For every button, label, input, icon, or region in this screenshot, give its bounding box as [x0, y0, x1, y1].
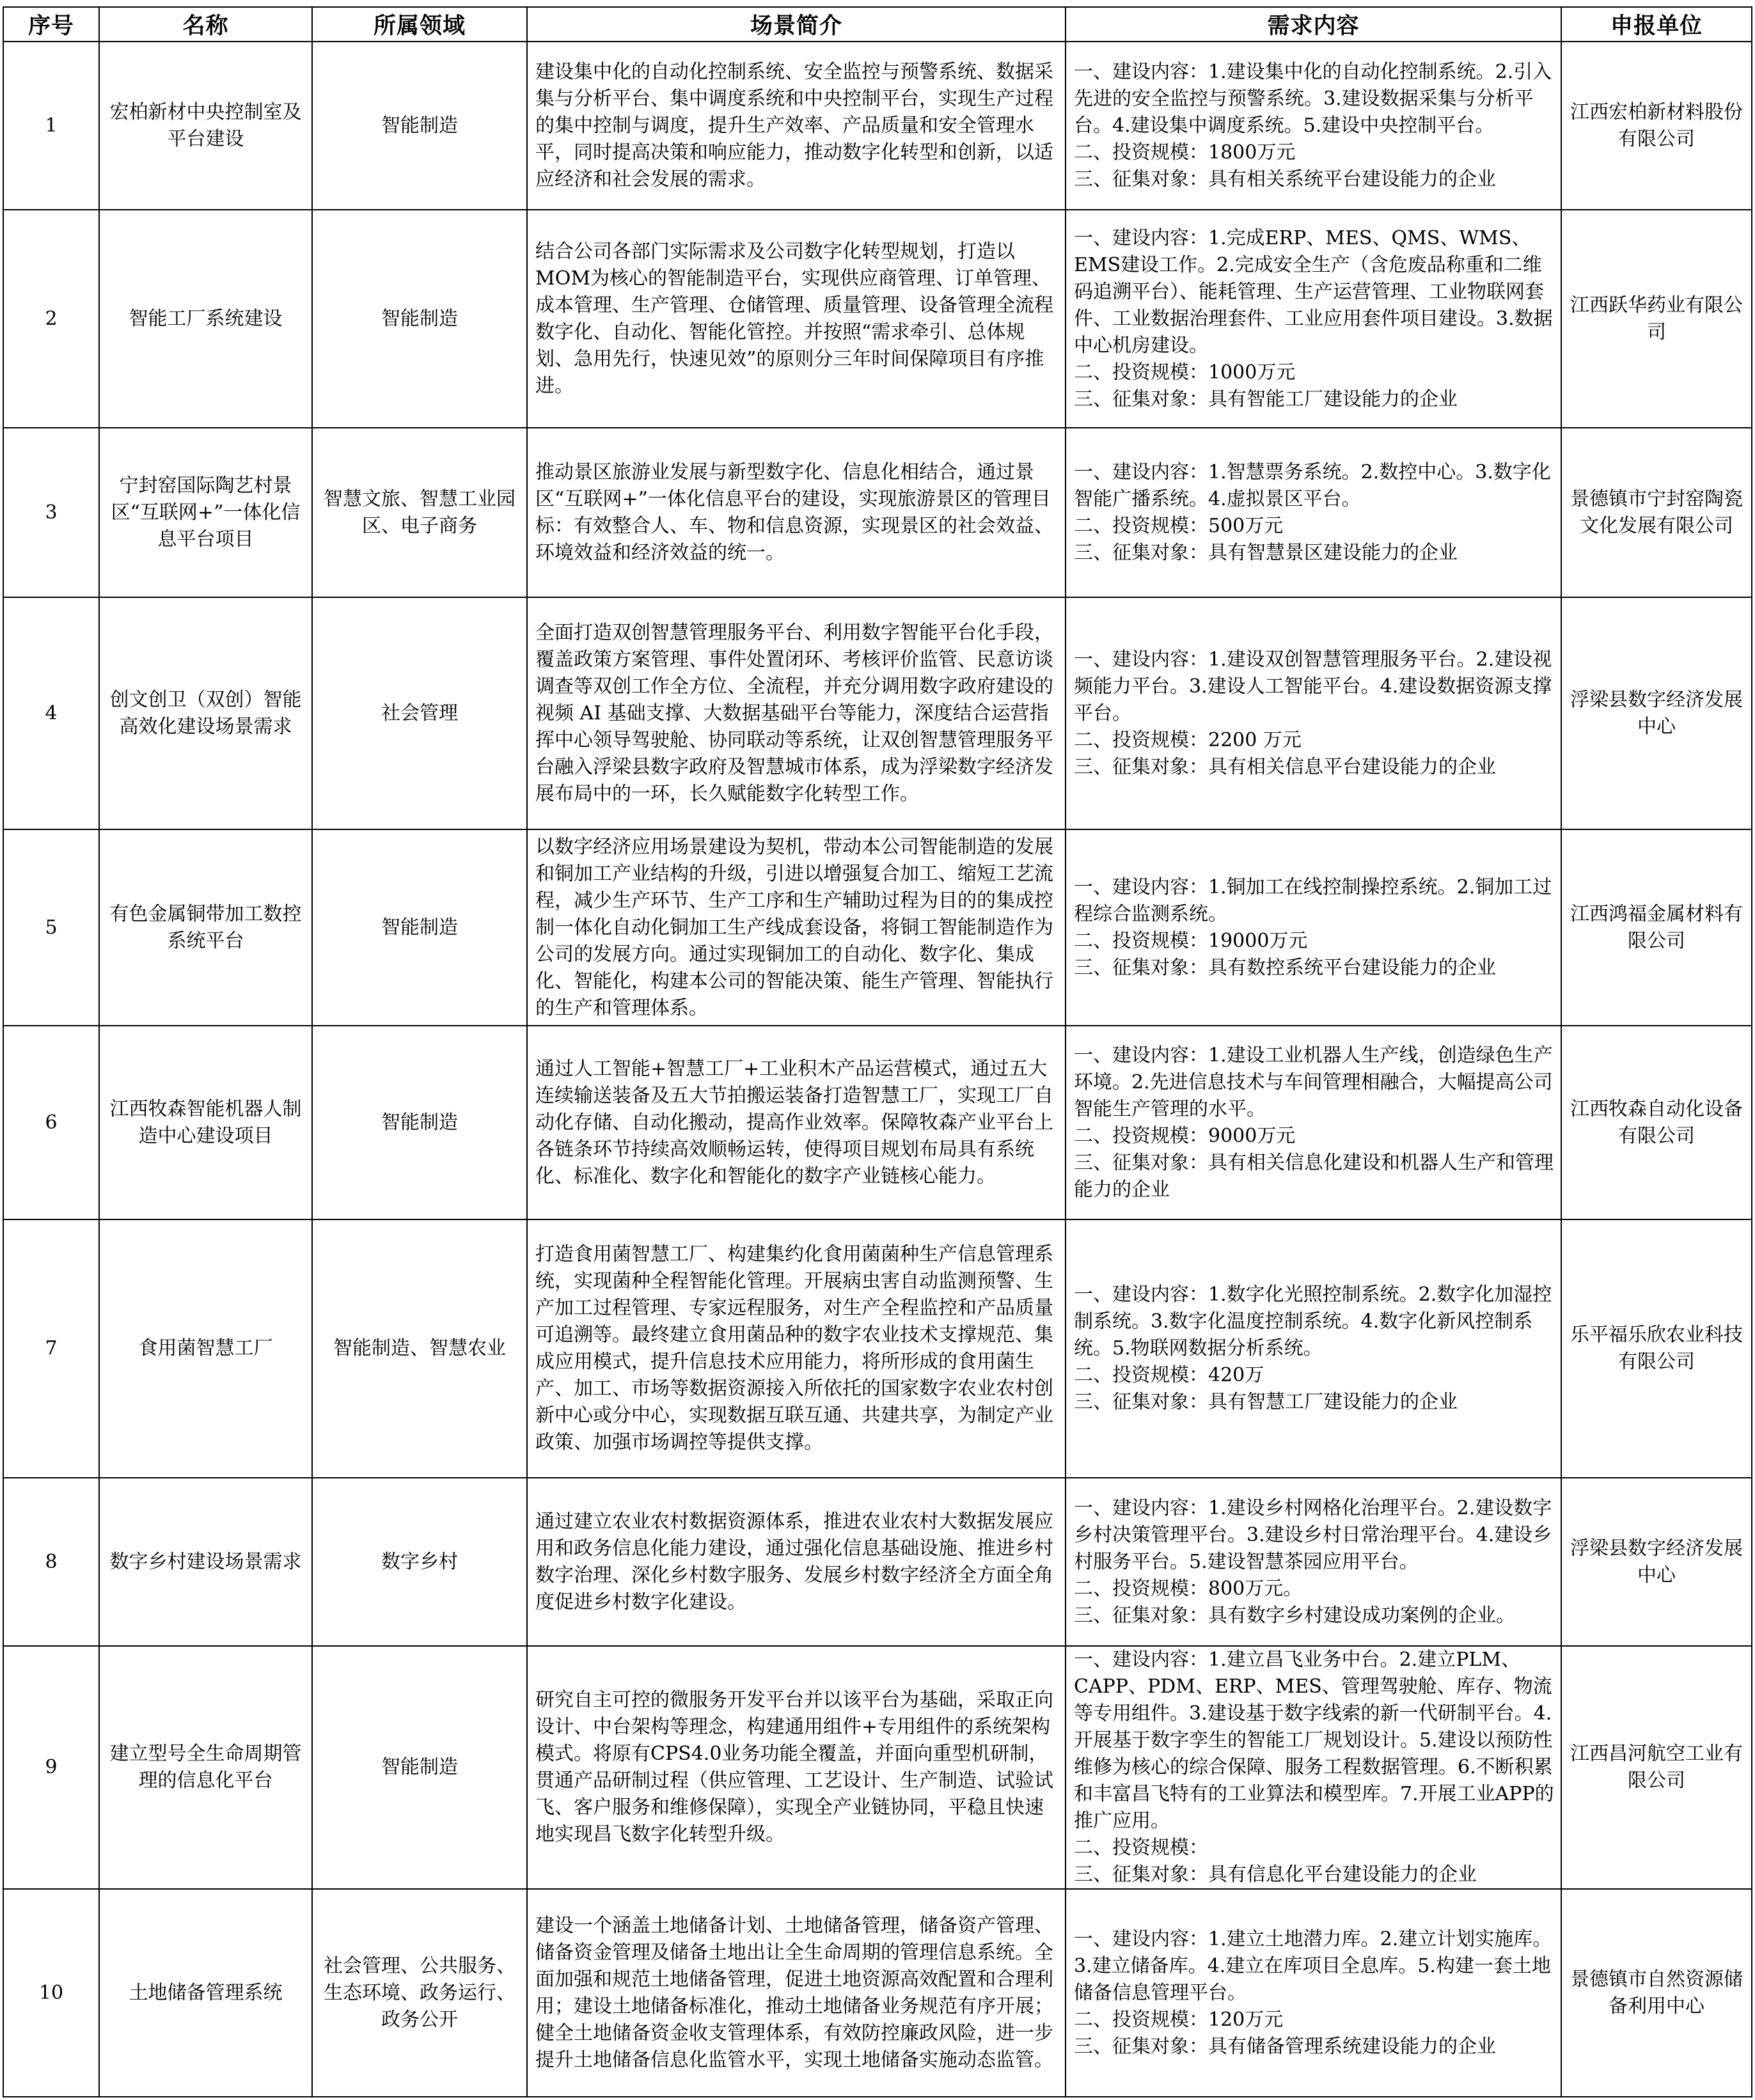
cell-name: 土地储备管理系统	[99, 1889, 312, 2097]
demand-target: 三、征集对象：具有数字乡村建设成功案例的企业。	[1074, 1604, 1515, 1627]
cell-name: 智能工厂系统建设	[99, 210, 312, 428]
demand-target: 三、征集对象：具有智能工厂建设能力的企业	[1074, 388, 1458, 411]
cell-demand	[1066, 1889, 1561, 2097]
header-intro: 场景简介	[527, 7, 1066, 42]
cell-demand	[1066, 829, 1561, 1026]
cell-no: 1	[3, 42, 99, 210]
scenario-demand-sheet	[3, 6, 1751, 2097]
demand-target: 三、征集对象：具有智慧景区建设能力的企业	[1074, 541, 1458, 564]
demand-investment: 二、投资规模：9000万元	[1074, 1124, 1296, 1147]
table-row	[3, 210, 1752, 428]
cell-intro: 建设集中化的自动化控制系统、安全监控与预警系统、数据采集与分析平台、集中调度系统和中央控制平台，实现生产过程的集中控制与调度，提升生产效率、产品质量和安全管理水平，同时提高决策和响应能力，推动数字化转型和创新，以适应经济和社会发展的需求。	[527, 42, 1066, 210]
cell-demand	[1066, 210, 1561, 428]
cell-name: 建立型号全生命周期管理的信息化平台	[99, 1646, 312, 1889]
demand-target: 三、征集对象：具有智慧工厂建设能力的企业	[1074, 1391, 1458, 1413]
cell-demand	[1066, 42, 1561, 210]
cell-field: 智慧文旅、智慧工业园区、电子商务	[312, 428, 527, 597]
demand-investment: 二、投资规模：2200 万元	[1074, 728, 1302, 751]
cell-no: 4	[3, 597, 99, 829]
cell-unit: 江西昌河航空工业有限公司	[1561, 1646, 1752, 1889]
cell-name: 数字乡村建设场景需求	[99, 1478, 312, 1646]
cell-intro: 打造食用菌智慧工厂、构建集约化食用菌菌种生产信息管理系统，实现菌种全程智能化管理。开展病虫害自动监测预警、生产加工过程管理、专家远程服务，对生产全程监控和产品质量可追溯等。最终建立食用菌品种的数字农业技术支撑规范、集成应用模式，提升信息技术应用能力，将所形成的食用菌生产、加工、市场等数据资源接入所依托的国家数字农业农村创新中心或分中心，实现数据互联互通、共建共享，为制定产业政策、加强市场调控等提供支撑。	[527, 1219, 1066, 1478]
demand-investment: 二、投资规模：120万元	[1074, 2008, 1284, 2031]
table-row	[3, 597, 1752, 829]
demand-target: 三、征集对象：具有相关信息化建设和机器人生产和管理能力的企业	[1074, 1151, 1554, 1201]
cell-unit: 浮梁县数字经济发展中心	[1561, 597, 1752, 829]
cell-name: 有色金属铜带加工数控系统平台	[99, 829, 312, 1026]
header-row	[3, 7, 1752, 42]
demand-investment: 二、投资规模：800万元。	[1074, 1577, 1303, 1600]
cell-no: 8	[3, 1478, 99, 1646]
demand-investment: 二、投资规模：1800万元	[1074, 141, 1296, 164]
cell-demand	[1066, 597, 1561, 829]
cell-name: 江西牧森智能机器人制造中心建设项目	[99, 1026, 312, 1219]
demand-target: 三、征集对象：具有相关信息平台建设能力的企业	[1074, 755, 1496, 778]
cell-field: 数字乡村	[312, 1478, 527, 1646]
cell-intro: 建设一个涵盖土地储备计划、土地储备管理，储备资产管理、储备资金管理及储备土地出让全生命周期的管理信息系统。全面加强和规范土地储备管理，促进土地资源高效配置和合理利用；建设土地储备标准化，推动土地储备业务规范有序开展；健全土地储备资金收支管理体系，有效防控廉政风险，进一步提升土地储备信息化监管水平，实现土地储备实施动态监管。	[527, 1889, 1066, 2097]
demand-content: 一、建设内容：1.建设工业机器人生产线，创造绿色生产环境。2.先进信息技术与车间管理相融合，大幅提高公司智能生产管理的水平。	[1074, 1044, 1553, 1120]
cell-name: 食用菌智慧工厂	[99, 1219, 312, 1478]
cell-name: 创文创卫（双创）智能高效化建设场景需求	[99, 597, 312, 829]
demand-target: 三、征集对象：具有相关系统平台建设能力的企业	[1074, 168, 1496, 191]
demand-content: 一、建设内容：1.建设集中化的自动化控制系统。2.引入先进的安全监控与预警系统。3.建设数据采集与分析平台。4.建设集中调度系统。5.建设中央控制平台。	[1074, 60, 1552, 137]
cell-demand	[1066, 1478, 1561, 1646]
table-row	[3, 1646, 1752, 1889]
cell-demand	[1066, 1646, 1561, 1889]
table-row	[3, 1478, 1752, 1646]
cell-unit: 江西鸿福金属材料有限公司	[1561, 829, 1752, 1026]
table-row	[3, 428, 1752, 597]
cell-unit: 江西跃华药业有限公司	[1561, 210, 1752, 428]
cell-unit: 江西牧森自动化设备有限公司	[1561, 1026, 1752, 1219]
cell-field: 智能制造	[312, 210, 527, 428]
cell-field: 智能制造	[312, 1646, 527, 1889]
cell-no: 10	[3, 1889, 99, 2097]
header-unit: 申报单位	[1561, 7, 1752, 42]
cell-intro: 全面打造双创智慧管理服务平台、利用数字智能平台化手段，覆盖政策方案管理、事件处置闭环、考核评价监管、民意访谈调查等双创工作全方位、全流程，并充分调用数字政府建设的视频 AI 基础支撑、大数据基础平台等能力，深度结合运营指挥中心领导驾驶舱、协同联动等系统，让双创智慧管理服务平台融入浮梁县数字政府及智慧城市体系，成为浮梁数字经济发展布局中的一环，长久赋能数字化转型工作。	[527, 597, 1066, 829]
header-no: 序号	[3, 7, 99, 42]
cell-field: 社会管理、公共服务、生态环境、政务运行、政务公开	[312, 1889, 527, 2097]
cell-intro: 结合公司各部门实际需求及公司数字化转型规划，打造以MOM为核心的智能制造平台，实现供应商管理、订单管理、成本管理、生产管理、仓储管理、质量管理、设备管理全流程数字化、自动化、智能化管控。并按照“需求牵引、总体规划、急用先行，快速见效”的原则分三年时间保障项目有序推进。	[527, 210, 1066, 428]
table-row	[3, 1889, 1752, 2097]
cell-unit: 浮梁县数字经济发展中心	[1561, 1478, 1752, 1646]
cell-unit: 乐平福乐欣农业科技有限公司	[1561, 1219, 1752, 1478]
demand-content: 一、建设内容：1.建立昌飞业务中台。2.建立PLM、CAPP、PDM、ERP、MES、管理驾驶舱、库存、物流等专用组件。3.建设基于数字线索的新一代研制平台。4.开展基于数字孪生的智能工厂规划设计。5.建设以预防性维修为核心的综合保障、服务工程数据管理。6.不断积累和丰富昌飞特有的工业算法和模型库。7.开展工业APP的推广应用。	[1074, 1649, 1554, 1832]
demand-target: 三、征集对象：具有信息化平台建设能力的企业	[1074, 1863, 1477, 1886]
cell-unit: 江西宏柏新材料股份有限公司	[1561, 42, 1752, 210]
cell-no: 9	[3, 1646, 99, 1889]
demand-content: 一、建设内容：1.建立土地潜力库。2.建立计划实施库。3.建立储备库。4.建立在库项目全息库。5.构建一套土地储备信息管理平台。	[1074, 1927, 1552, 2004]
cell-intro: 通过人工智能+智慧工厂+工业积木产品运营模式，通过五大连续输送装备及五大节拍搬运装备打造智慧工厂，实现工厂自动化存储、自动化搬动，提高作业效率。保障牧森产业平台上各链条环节持续高效顺畅运转，使得项目规划布局具有系统化、标准化、数字化和智能化的数字产业链核心能力。	[527, 1026, 1066, 1219]
cell-field: 智能制造	[312, 829, 527, 1026]
header-name: 名称	[99, 7, 312, 42]
demand-content: 一、建设内容：1.铜加工在线控制操控系统。2.铜加工过程综合监测系统。	[1074, 875, 1552, 925]
cell-no: 3	[3, 428, 99, 597]
header-field: 所属领域	[312, 7, 527, 42]
cell-unit: 景德镇市自然资源储备利用中心	[1561, 1889, 1752, 2097]
table-row	[3, 42, 1752, 210]
cell-demand	[1066, 1026, 1561, 1219]
demand-investment: 二、投资规模：500万元	[1074, 514, 1284, 537]
cell-intro: 推动景区旅游业发展与新型数字化、信息化相结合，通过景区“互联网+”一体化信息平台的建设，实现旅游景区的管理目标：有效整合人、车、物和信息资源，实现景区的社会效益、环境效益和经济效益的统一。	[527, 428, 1066, 597]
cell-intro: 以数字经济应用场景建设为契机，带动本公司智能制造的发展和铜加工产业结构的升级，引进以增强复合加工、缩短工艺流程，减少生产环节、生产工序和生产辅助过程为目的的集成控制一体化自动化铜加工生产线成套设备，将铜工智能制造作为公司的发展方向。通过实现铜加工的自动化、数字化、集成化、智能化，构建本公司的智能决策、能生产管理、智能执行的生产和管理体系。	[527, 829, 1066, 1026]
demand-target: 三、征集对象：具有数控系统平台建设能力的企业	[1074, 956, 1496, 979]
demand-content: 一、建设内容：1.建设乡村网格化治理平台。2.建设数字乡村决策管理平台。3.建设乡村日常治理平台。4.建设乡村服务平台。5.建设智慧茶园应用平台。	[1074, 1496, 1552, 1573]
table-row	[3, 829, 1752, 1026]
demand-investment: 二、投资规模：420万	[1074, 1364, 1264, 1386]
header-demand: 需求内容	[1066, 7, 1561, 42]
demand-content: 一、建设内容：1.建设双创智慧管理服务平台。2.建设视频能力平台。3.建设人工智能平台。4.建设数据资源支撑平台。	[1074, 648, 1552, 725]
cell-demand	[1066, 428, 1561, 597]
demand-content: 一、建设内容：1.数字化光照控制系统。2.数字化加湿控制系统。3.数字化温度控制系统。4.数字化新风控制系统。5.物联网数据分析系统。	[1074, 1283, 1552, 1360]
demand-investment: 二、投资规模：	[1074, 1837, 1208, 1859]
demand-target: 三、征集对象：具有储备管理系统建设能力的企业	[1074, 2035, 1496, 2058]
demand-content: 一、建设内容：1.完成ERP、MES、QMS、WMS、EMS建设工作。2.完成安全生产（含危废品称重和二维码追溯平台）、能耗管理、生产运营管理、工业物联网套件、工业数据治理套件、工业应用套件项目建设。3.数据中心机房建设。	[1074, 226, 1553, 357]
cell-intro: 通过建立农业农村数据资源体系，推进农业农村大数据发展应用和政务信息化能力建设，通过强化信息基础设施、推进乡村数字治理、深化乡村数字服务、发展乡村数字经济全方面全角度促进乡村数字化建设。	[527, 1478, 1066, 1646]
table-row	[3, 1026, 1752, 1219]
table-row	[3, 1219, 1752, 1478]
cell-name: 宏柏新材中央控制室及平台建设	[99, 42, 312, 210]
cell-name: 宁封窑国际陶艺村景区“互联网+”一体化信息平台项目	[99, 428, 312, 597]
cell-field: 智能制造	[312, 42, 527, 210]
cell-field: 智能制造	[312, 1026, 527, 1219]
cell-no: 7	[3, 1219, 99, 1478]
cell-field: 社会管理	[312, 597, 527, 829]
cell-no: 5	[3, 829, 99, 1026]
cell-unit: 景德镇市宁封窑陶瓷文化发展有限公司	[1561, 428, 1752, 597]
demand-content: 一、建设内容：1.智慧票务系统。2.数控中心。3.数字化智能广播系统。4.虚拟景区平台。	[1074, 460, 1551, 510]
cell-intro: 研究自主可控的微服务开发平台并以该平台为基础，采取正向设计、中台架构等理念，构建通用组件+专用组件的系统架构模式。将原有CPS4.0业务功能全覆盖，并面向重型机研制，贯通产品研制过程（供应管理、工艺设计、生产制造、试验试飞、客户服务和维修保障），实现全产业链协同，平稳且快速地实现昌飞数字化转型升级。	[527, 1646, 1066, 1889]
demand-investment: 二、投资规模：19000万元	[1074, 929, 1308, 952]
scenario-demand-table	[3, 6, 1752, 2097]
cell-demand	[1066, 1219, 1561, 1478]
cell-no: 6	[3, 1026, 99, 1219]
cell-no: 2	[3, 210, 99, 428]
cell-field: 智能制造、智慧农业	[312, 1219, 527, 1478]
demand-investment: 二、投资规模：1000万元	[1074, 361, 1296, 384]
